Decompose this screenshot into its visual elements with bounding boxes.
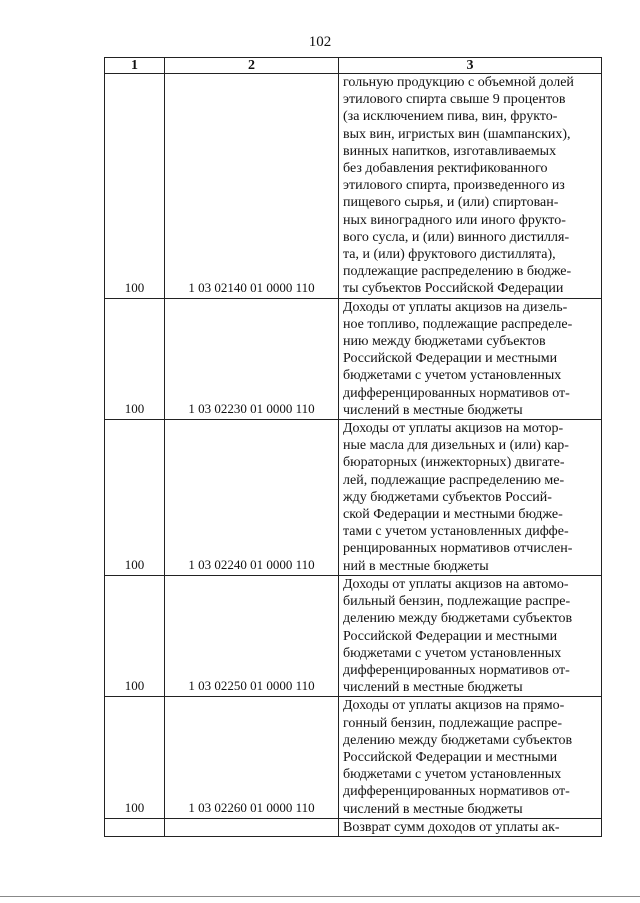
revenue-description-cell [339,697,602,818]
budget-classification-code-cell: 1 03 02250 01 0000 110 [165,575,339,696]
description-line: подлежащие распределению в бюдже- [343,264,572,280]
description-line: бюджетами с учетом установленных [343,645,562,661]
description-line: ний в местные бюджеты [343,558,489,574]
description-line: Доходы от уплаты акцизов на мотор- [343,421,564,437]
page-number: 102 [308,34,332,50]
description-line: Российской Федерации и местными [343,351,558,367]
description-line: гольную продукцию с объемной долей [343,75,574,90]
description-line: числений в местные бюджеты [343,402,523,418]
description-line: Доходы от уплаты акцизов на прямо- [343,698,565,714]
header-col-2: 2 [165,58,339,74]
description-line: ты субъектов Российской Федерации [343,281,564,297]
budget-classification-code-cell: 1 03 02240 01 0000 110 [165,420,339,576]
description-line: гонный бензин, подлежащие распре- [343,715,563,731]
description-line: делению между бюджетами субъектов [343,611,573,627]
admin-code-cell: 100 [105,420,165,576]
description-line: ные масла для дизельных и (или) кар- [343,438,569,454]
table-row [105,818,602,836]
description-line: ренцированных нормативов отчислен- [343,541,573,557]
description-line: винных напитков, изготавливаемых [343,143,557,159]
description-line: лей, подлежащие распределению ме- [343,472,565,488]
revenue-description-cell [339,818,602,836]
description-line: пищевого сырья, и (или) спиртован- [343,195,559,211]
revenue-description-cell [339,298,602,419]
header-col-3: 3 [339,58,602,74]
budget-classification-code-cell: 1 03 02140 01 0000 110 [165,74,339,299]
description-line: нию между бюджетами субъектов [343,334,546,350]
table-row [105,697,602,818]
admin-code-cell: 100 [105,697,165,818]
description-line: (за исключением пива, вин, фрукто- [343,109,558,125]
table-row [105,420,602,576]
description-line: бюджетами с учетом установленных [343,767,562,783]
description-line: числений в местные бюджеты [343,680,523,696]
description-line: тами с учетом установленных диффе- [343,524,569,540]
table-row [105,298,602,419]
description-line: этилового спирта свыше 9 процентов [343,92,566,108]
revenue-description-cell [339,575,602,696]
description-line: Российской Федерации и местными [343,628,558,644]
table-row [105,74,602,299]
revenue-description-cell [339,74,602,299]
description-line: бильный бензин, подлежащие распре- [343,594,571,610]
budget-classification-code-cell: 1 03 02260 01 0000 110 [165,697,339,818]
description-line: ных виноградного или иного фрукто- [343,212,566,228]
description-line: числений в местные бюджеты [343,801,523,817]
budget-classification-code-cell: 1 03 02230 01 0000 110 [165,298,339,419]
budget-code-table [104,57,602,837]
description-line: дифференцированных нормативов от- [343,385,570,401]
description-line: ное топливо, подлежащие распределе- [343,316,573,332]
description-line: ской Федерации и местными бюдже- [343,507,563,523]
description-line: бюджетами с учетом установленных [343,368,562,384]
admin-code-cell [105,818,165,836]
description-line: дифференцированных нормативов от- [343,662,570,678]
description-line: дифференцированных нормативов от- [343,784,570,800]
description-line: Российской Федерации и местными [343,749,558,765]
description-line: Возврат сумм доходов от уплаты ак- [343,819,560,835]
budget-classification-code-cell [165,818,339,836]
description-line: та, и (или) фруктового дистиллята), [343,247,556,263]
header-col-1: 1 [105,58,165,74]
description-line: Доходы от уплаты акцизов на автомо- [343,576,569,592]
description-line: жду бюджетами субъектов Россий- [343,489,552,505]
description-line: вых вин, игристых вин (шампанских), [343,126,571,142]
revenue-description-cell [339,420,602,576]
page-bottom-edge [0,896,640,897]
description-line: бюраторных (инжекторных) двигате- [343,455,565,471]
description-line: вого сусла, и (или) винного дистилля- [343,229,570,245]
admin-code-cell: 100 [105,575,165,696]
admin-code-cell: 100 [105,74,165,299]
description-line: без добавления ректификованного [343,161,548,177]
header-row [105,58,602,74]
description-line: Доходы от уплаты акцизов на дизель- [343,299,568,315]
description-line: делению между бюджетами субъектов [343,732,573,748]
description-line: этилового спирта, произведенного из [343,178,565,194]
table-row [105,575,602,696]
admin-code-cell: 100 [105,298,165,419]
